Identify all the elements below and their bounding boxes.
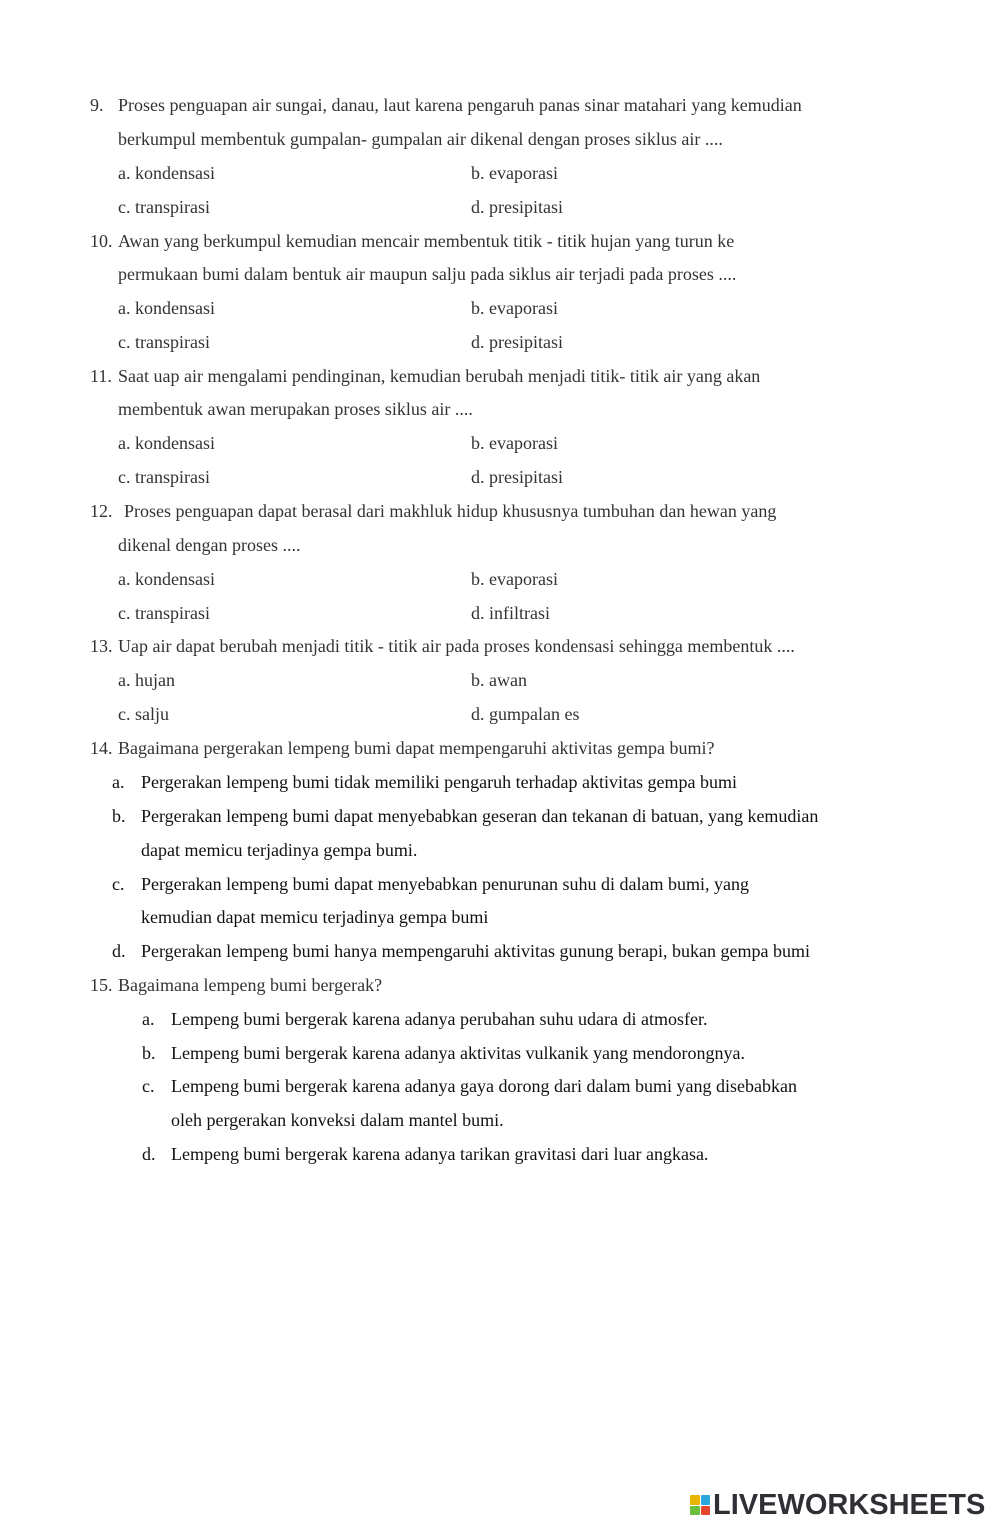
- option-a[interactable]: a. kondensasi: [118, 433, 215, 453]
- option-c[interactable]: Lempeng bumi bergerak karena adanya gaya dorong dari dalam bumi yang disebabkan: [171, 1076, 797, 1096]
- option-d[interactable]: d. presipitasi: [471, 197, 563, 217]
- option-letter-d: d.: [142, 1144, 156, 1164]
- option-c[interactable]: c. transpirasi: [118, 197, 210, 217]
- option-c[interactable]: c. transpirasi: [118, 332, 210, 352]
- option-b[interactable]: b. evaporasi: [471, 569, 558, 589]
- option-b[interactable]: Pergerakan lempeng bumi dapat menyebabkan geseran dan tekanan di batuan, yang kemudian: [141, 806, 819, 826]
- logo-square: [690, 1495, 700, 1505]
- question-text: membentuk awan merupakan proses siklus air ....: [118, 399, 473, 419]
- option-letter-c: c.: [142, 1076, 155, 1096]
- question-number: 13.: [90, 636, 113, 656]
- option-b[interactable]: b. awan: [471, 670, 527, 690]
- question-number: 10.: [90, 231, 113, 251]
- option-a[interactable]: Lempeng bumi bergerak karena adanya perubahan suhu udara di atmosfer.: [171, 1009, 708, 1029]
- question-text: berkumpul membentuk gumpalan- gumpalan air dikenal dengan proses siklus air ....: [118, 129, 723, 149]
- option-d[interactable]: d. infiltrasi: [471, 603, 550, 623]
- option-letter-d: d.: [112, 941, 126, 961]
- question-text: Proses penguapan air sungai, danau, laut karena pengaruh panas sinar matahari yang kemudian: [118, 95, 802, 115]
- option-c[interactable]: c. transpirasi: [118, 467, 210, 487]
- option-b-continued[interactable]: dapat memicu terjadinya gempa bumi.: [141, 840, 418, 860]
- option-letter-c: c.: [112, 874, 125, 894]
- option-a[interactable]: Pergerakan lempeng bumi tidak memiliki pengaruh terhadap aktivitas gempa bumi: [141, 772, 738, 792]
- logo-square: [701, 1506, 711, 1516]
- option-c[interactable]: Pergerakan lempeng bumi dapat menyebabkan penurunan suhu di dalam bumi, yang: [141, 874, 750, 894]
- option-c-continued[interactable]: kemudian dapat memicu terjadinya gempa bumi: [141, 907, 489, 927]
- option-letter-a: a.: [112, 772, 125, 792]
- option-b[interactable]: b. evaporasi: [471, 433, 558, 453]
- option-c[interactable]: c. transpirasi: [118, 603, 210, 623]
- option-d[interactable]: Pergerakan lempeng bumi hanya mempengaruhi aktivitas gunung berapi, bukan gempa bumi: [141, 941, 810, 961]
- question-text: Bagaimana pergerakan lempeng bumi dapat mempengaruhi aktivitas gempa bumi?: [118, 738, 715, 758]
- question-text: permukaan bumi dalam bentuk air maupun salju pada siklus air terjadi pada proses ....: [118, 264, 737, 284]
- question-text: Proses penguapan dapat berasal dari makhluk hidup khususnya tumbuhan dan hewan yang: [124, 501, 777, 521]
- question-text: Bagaimana lempeng bumi bergerak?: [118, 975, 383, 995]
- option-d[interactable]: d. presipitasi: [471, 332, 563, 352]
- option-c-continued[interactable]: oleh pergerakan konveksi dalam mantel bumi.: [171, 1110, 504, 1130]
- option-b[interactable]: b. evaporasi: [471, 298, 558, 318]
- option-a[interactable]: a. kondensasi: [118, 163, 215, 183]
- question-number: 12.: [90, 501, 113, 521]
- option-a[interactable]: a. hujan: [118, 670, 175, 690]
- option-letter-a: a.: [142, 1009, 155, 1029]
- question-number: 9.: [90, 95, 104, 115]
- option-b[interactable]: Lempeng bumi bergerak karena adanya aktivitas vulkanik yang mendorongnya.: [171, 1043, 745, 1063]
- option-letter-b: b.: [112, 806, 126, 826]
- liveworksheets-logo[interactable]: [690, 1490, 985, 1520]
- option-letter-b: b.: [142, 1043, 156, 1063]
- option-b[interactable]: b. evaporasi: [471, 163, 558, 183]
- liveworksheets-grid-icon: [690, 1495, 710, 1515]
- question-number: 15.: [90, 975, 113, 995]
- logo-text: LIVEWORKSHEETS: [713, 1488, 986, 1521]
- question-text: dikenal dengan proses ....: [118, 535, 301, 555]
- question-number: 14.: [90, 738, 113, 758]
- option-d[interactable]: d. presipitasi: [471, 467, 563, 487]
- logo-square: [690, 1506, 700, 1516]
- option-d[interactable]: Lempeng bumi bergerak karena adanya tarikan gravitasi dari luar angkasa.: [171, 1144, 709, 1164]
- question-text: Saat uap air mengalami pendinginan, kemudian berubah menjadi titik- titik air yang akan: [118, 366, 761, 386]
- question-text: Awan yang berkumpul kemudian mencair membentuk titik - titik hujan yang turun ke: [118, 231, 735, 251]
- option-a[interactable]: a. kondensasi: [118, 569, 215, 589]
- logo-square: [701, 1495, 711, 1505]
- question-text: Uap air dapat berubah menjadi titik - titik air pada proses kondensasi sehingga membentuk ....: [118, 636, 795, 656]
- option-a[interactable]: a. kondensasi: [118, 298, 215, 318]
- question-number: 11.: [90, 366, 112, 386]
- option-d[interactable]: d. gumpalan es: [471, 704, 580, 724]
- option-c[interactable]: c. salju: [118, 704, 169, 724]
